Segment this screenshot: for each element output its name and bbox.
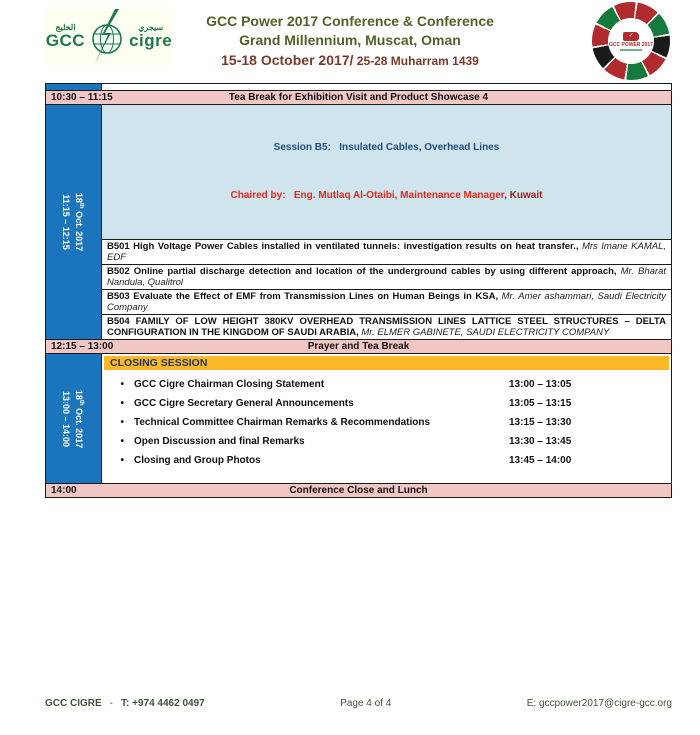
emblem-subline xyxy=(620,49,642,51)
paper-b503: B503 Evaluate the Effect of EMF from Transmission Lines on Human Beings in KSA, Mr. Amer ashammari, Saudi Electricity Company xyxy=(102,290,671,315)
gcc-cigre-logo xyxy=(45,7,173,65)
closing-item: • GCC Cigre Chairman Closing Statement 13:00 – 13:05 xyxy=(102,379,671,398)
schedule-table xyxy=(45,83,672,498)
bullet-icon: • xyxy=(120,455,124,466)
conference-close-row xyxy=(46,484,671,497)
gcc-power-emblem xyxy=(592,2,670,80)
sidebar-date: 18th Oct. 2017 xyxy=(74,389,85,448)
bullet-icon: • xyxy=(120,417,124,428)
page-footer xyxy=(45,698,672,709)
closing-item: • Technical Committee Chairman Remarks & Recommendations 13:15 – 13:30 xyxy=(102,417,671,436)
footer-phone: T: +974 4462 0497 xyxy=(121,698,205,709)
closing-session-list xyxy=(102,370,671,483)
gcc-wordmark xyxy=(46,24,85,49)
sidebar-time: 11:15 – 12:15 xyxy=(61,194,72,250)
tea-break-time: 10:30 – 11:15 xyxy=(51,92,113,103)
tea-break-row xyxy=(46,91,671,105)
closing-session-block xyxy=(46,354,671,484)
session-b5-content xyxy=(102,105,671,339)
paper-b504: B504 FAMILY OF LOW HEIGHT 380KV OVERHEAD TRANSMISSION LINES LATTICE STEEL STRUCTURES – DELTA CONFIGURATION IN THE KINGDOM OF SAUDI ARABIA, Mr. ELMER GABINETE, SAUDI ELECTRICITY COMPANY xyxy=(102,315,671,339)
prayer-break-row xyxy=(46,340,671,354)
page-header xyxy=(0,0,700,82)
globe-lightning-icon xyxy=(87,8,127,64)
tea-break-label: Tea Break for Exhibition Visit and Product Showcase 4 xyxy=(228,92,489,103)
footer-page-number: Page 4 of 4 xyxy=(340,698,392,709)
closing-item: • Open Discussion and final Remarks 13:30 – 13:45 xyxy=(102,436,671,455)
footer-separator: - xyxy=(109,698,114,709)
gcc-text: GCC xyxy=(45,30,86,50)
sidebar-time: 13:00 – 14:00 xyxy=(61,390,72,447)
session-b5-title: Session B5: Insulated Cables, Overhead Lines xyxy=(273,142,500,153)
emblem-center xyxy=(608,18,654,64)
conference-close-time: 14:00 xyxy=(51,485,77,496)
closing-item: • Closing and Group Photos 13:45 – 14:00 xyxy=(102,455,671,474)
cigre-wordmark xyxy=(129,24,172,49)
bullet-icon: • xyxy=(120,398,124,409)
date-hijri: 25-28 Muharram 1439 xyxy=(353,53,479,68)
session-b5-chair: Chaired by: Eng. Mutlaq Al-Otaibi, Maintenance Manager, Kuwait xyxy=(230,190,543,201)
prayer-break-time: 12:15 – 13:00 xyxy=(51,341,114,352)
closing-session-sidebar-text xyxy=(60,389,88,447)
conference-close-label: Conference Close and Lunch xyxy=(289,485,428,496)
conference-title: GCC Power 2017 Conference & Conference xyxy=(206,13,494,29)
session-b5-header xyxy=(102,105,671,240)
closing-item: • GCC Cigre Secretary General Announcements 13:05 – 13:15 xyxy=(102,398,671,417)
arabic-label-gcc: الخليج xyxy=(55,22,76,32)
conference-dates xyxy=(180,50,520,72)
gcc-map-icon: ✓ xyxy=(623,32,639,41)
session-b5-sidebar-text xyxy=(60,193,88,251)
closing-session-sidebar xyxy=(46,354,102,483)
previous-section-remainder-row xyxy=(46,84,671,91)
cigre-text: cigre xyxy=(129,30,173,50)
footer-contact xyxy=(45,698,205,709)
footer-email: E: gccpower2017@cigre-gcc.org xyxy=(526,698,672,709)
bullet-icon: • xyxy=(120,436,124,447)
emblem-title: GCC POWER 2017 xyxy=(609,41,653,48)
conference-venue: Grand Millennium, Muscat, Oman xyxy=(239,31,461,48)
closing-session-content xyxy=(102,354,671,483)
sidebar-date: 18th Oct. 2017 xyxy=(74,192,85,252)
prayer-break-label: Prayer and Tea Break xyxy=(307,341,410,352)
conference-title-block xyxy=(180,12,520,71)
session-b5-sidebar xyxy=(46,105,102,339)
footer-org: GCC CIGRE xyxy=(45,698,102,709)
date-gregorian: 15-18 October 2017/ xyxy=(221,51,354,68)
paper-b501: B501 High Voltage Power Cables installed in ventilated tunnels: investigation results on heat transfer., Mrs Imane KAMAL, EDF xyxy=(102,240,671,265)
bullet-icon: • xyxy=(120,379,124,390)
arabic-label-cigre: سيجري xyxy=(138,22,164,32)
closing-session-title: CLOSING SESSION xyxy=(102,354,671,370)
session-b5-block xyxy=(46,105,671,340)
sidebar-stub xyxy=(46,84,102,90)
paper-b502: B502 Online partial discharge detection and location of the underground cables by using different approach, Mr. Bharat Nandula, Qualitrol xyxy=(102,265,671,290)
